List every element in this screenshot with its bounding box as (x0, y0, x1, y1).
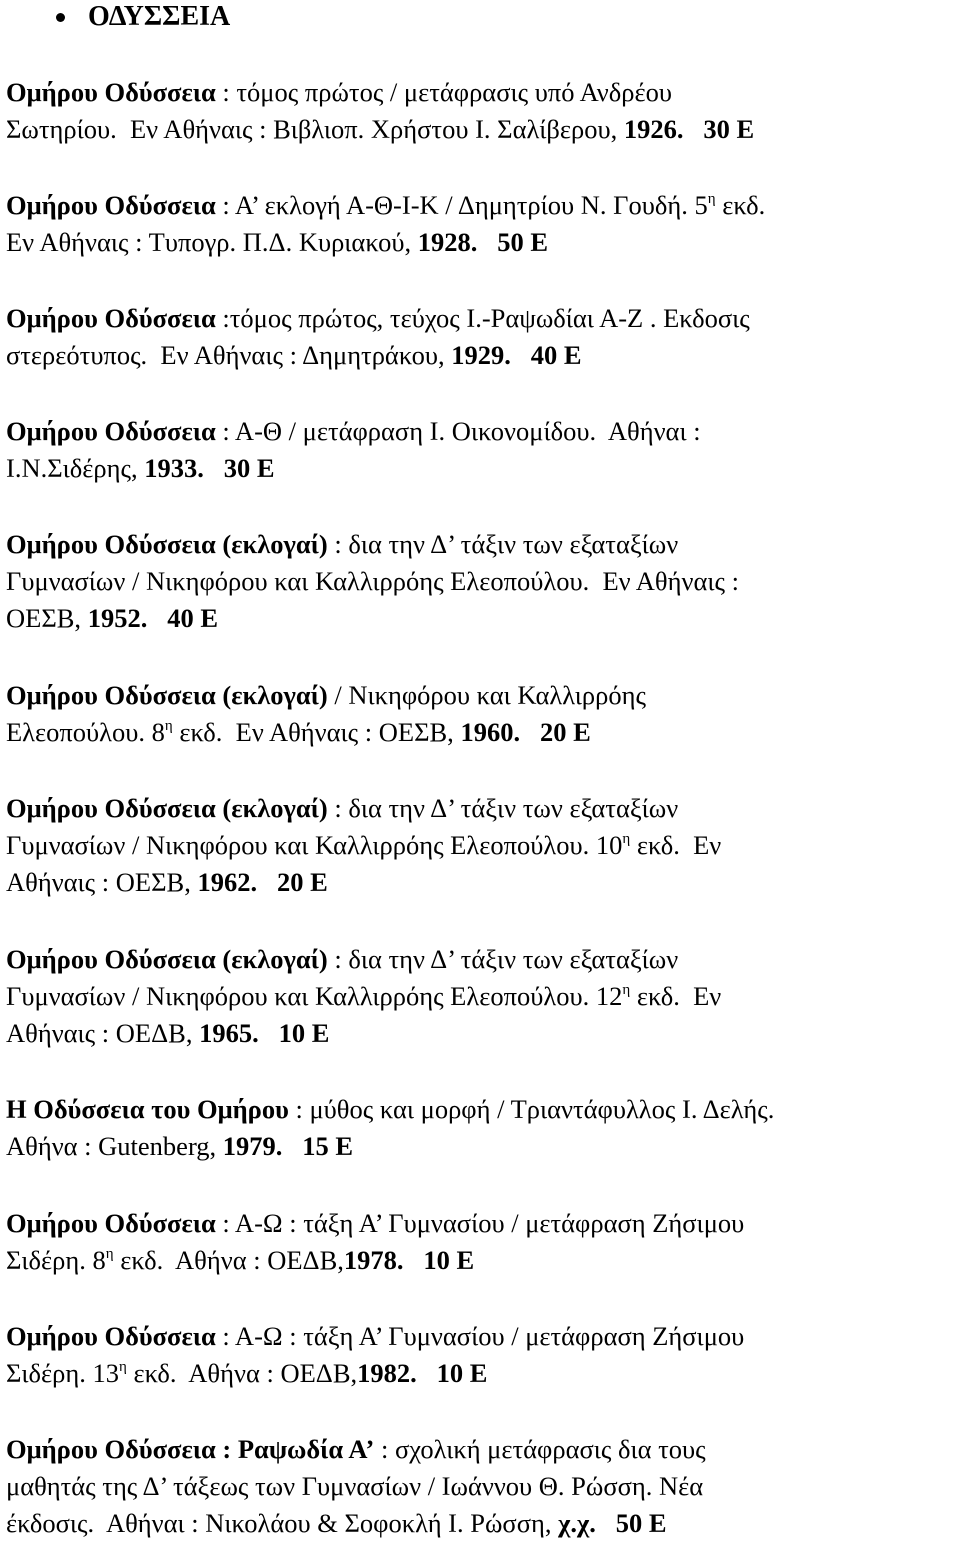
entry-line (6, 941, 956, 978)
entry-text: : σχολική μετάφρασις δια τους (374, 1434, 706, 1464)
entry-text (257, 867, 277, 897)
bold-text: 50 Ε (615, 1508, 667, 1538)
bold-text: 15 Ε (302, 1131, 354, 1161)
entry-line (6, 1205, 956, 1242)
entry-line (6, 1431, 956, 1468)
entry-text: Γυμνασίων / Νικηφόρου και Καλλιρρόης Ελεοπούλου. 12 (6, 981, 623, 1011)
entry-text: Γυμνασίων / Νικηφόρου και Καλλιρρόης Ελεοπούλου. 10 (6, 830, 623, 860)
bold-text: Ομήρου Οδύσσεια (εκλογαί) (6, 529, 328, 559)
catalog-entry (6, 1431, 956, 1542)
entry-text: : δια την Δ’ τάξιν των εξαταξίων (327, 793, 679, 823)
entry-line (6, 1242, 956, 1279)
entry-line (6, 1468, 956, 1505)
catalog-entry (6, 1318, 956, 1392)
entry-text: Σιδέρη. 8 (6, 1245, 106, 1275)
entry-text (259, 1018, 279, 1048)
bold-text: 1962. (197, 867, 258, 897)
bullet-icon (56, 13, 65, 22)
entry-text: εκδ. (715, 190, 766, 220)
entry-text: :τόμος πρώτος, τεύχος Ι.-Ραψωδίαι Α-Ζ . Εκδοσις (215, 303, 750, 333)
bold-text: 1979. (222, 1131, 283, 1161)
entry-text: : δια την Δ’ τάξιν των εξαταξίων (327, 529, 679, 559)
entry-text: Σιδέρη. 13 (6, 1358, 120, 1388)
entry-line (6, 677, 956, 714)
edition-superscript: η (164, 718, 173, 734)
entry-text (477, 227, 497, 257)
entry-text: Ελεοπούλου. 8 (6, 717, 165, 747)
edition-superscript: η (707, 191, 716, 207)
entry-text: Ι.Ν.Σιδέρης, (6, 453, 145, 483)
entry-text (520, 717, 540, 747)
entry-text (282, 1131, 302, 1161)
section-heading-text: ΟΔΥΣΣΕΙΑ (88, 1, 231, 32)
entry-text: Εν Αθήναις : Τυπογρ. Π.Δ. Κυριακού, (6, 227, 418, 257)
edition-superscript: η (622, 831, 631, 847)
catalog-entry (6, 941, 956, 1052)
entry-text (204, 453, 224, 483)
entry-line (6, 224, 956, 261)
bold-text: χ.χ. (558, 1508, 596, 1538)
entry-line (6, 1355, 956, 1392)
entry-text: Αθήνα : Gutenberg, (6, 1131, 223, 1161)
catalog-entry (6, 526, 956, 637)
bold-text: 1982. (357, 1358, 417, 1388)
entry-text: εκδ. Εν Αθήναις : ΟΕΣΒ, (172, 717, 461, 747)
entry-line (6, 600, 956, 637)
entry-text: εκδ. Αθήνα : ΟΕΔΒ, (126, 1358, 358, 1388)
entry-line (6, 450, 956, 487)
entry-text: εκδ. Εν (630, 830, 722, 860)
bold-text: 1952. (87, 603, 148, 633)
entry-text: έκδοσις. Αθήναι : Νικολάου & Σοφοκλή Ι. Ρώσση, (6, 1508, 559, 1538)
bold-text: 50 Ε (497, 227, 549, 257)
bold-text: 30 Ε (703, 114, 755, 144)
entry-line (6, 187, 956, 224)
entry-line (6, 827, 956, 864)
bold-text: 1978. (343, 1245, 404, 1275)
bold-text: Ομήρου Οδύσσεια : Ραψωδία Α’ (6, 1434, 375, 1464)
bold-text: 40 Ε (167, 603, 218, 633)
catalog-entry (6, 74, 956, 148)
edition-superscript: η (119, 1359, 127, 1375)
entry-line (6, 300, 956, 337)
entry-line (6, 1505, 956, 1542)
entry-text: στερεότυπος. Εν Αθήναις : Δημητράκου, (6, 340, 452, 370)
bold-text: 1960. (460, 717, 521, 747)
bold-text: 1933. (144, 453, 204, 483)
entry-text (511, 340, 531, 370)
entry-text: : τόμος πρώτος / μετάφρασις υπό Ανδρέου (215, 77, 673, 107)
entry-text: εκδ. Εν (630, 981, 722, 1011)
bold-text: 1928. (417, 227, 478, 257)
edition-superscript: η (105, 1246, 114, 1262)
bold-text: Ομήρου Οδύσσεια (6, 1208, 216, 1238)
catalog-entry (6, 187, 956, 261)
entry-line (6, 978, 956, 1015)
bold-text: 40 Ε (530, 340, 582, 370)
entry-text: / Νικηφόρου και Καλλιρρόης (327, 680, 646, 710)
entry-line (6, 111, 956, 148)
catalog-entry (6, 413, 956, 487)
entry-text (417, 1358, 437, 1388)
entry-line (6, 864, 956, 901)
entry-text: μαθητάς της Δ’ τάξεως των Γυμνασίων / Ιωάννου Θ. Ρώσση. Νέα (6, 1471, 704, 1501)
bold-text: Ομήρου Οδύσσεια (εκλογαί) (6, 944, 328, 974)
bold-text: 10 Ε (278, 1018, 330, 1048)
entry-text: : δια την Δ’ τάξιν των εξαταξίων (327, 944, 679, 974)
bold-text: 20 Ε (539, 717, 591, 747)
entry-text: : Α-Ω : τάξη Α’ Γυμνασίου / μετάφραση Ζήσιμου (215, 1321, 745, 1351)
entry-text: Αθήναις : ΟΕΔΒ, (6, 1018, 200, 1048)
entry-line (6, 790, 956, 827)
entry-line (6, 1015, 956, 1052)
bold-text: Ομήρου Οδύσσεια (6, 190, 216, 220)
entry-text (404, 1245, 424, 1275)
bold-text: 1965. (199, 1018, 259, 1048)
entry-line (6, 337, 956, 374)
entry-text: Σωτηρίου. Εν Αθήναις : Βιβλιοπ. Χρήστου Ι. Σαλίβερου, (6, 114, 624, 144)
bold-text: 10 Ε (436, 1358, 488, 1388)
bold-text: Ομήρου Οδύσσεια (6, 1321, 216, 1351)
bold-text: 30 Ε (223, 453, 275, 483)
bold-text: 20 Ε (276, 867, 328, 897)
entry-text: : Α’ εκλογή Α-Θ-Ι-Κ / Δημητρίου Ν. Γουδή. 5 (215, 190, 708, 220)
entry-text: : μύθος και μορφή / Τριαντάφυλλος Ι. Δελής. (288, 1094, 775, 1124)
entry-line (6, 714, 956, 751)
bold-text: Ομήρου Οδύσσεια (6, 303, 216, 333)
entry-line (6, 1091, 956, 1128)
catalog-entry (6, 1091, 956, 1165)
section-heading (56, 0, 230, 34)
entry-text (147, 603, 167, 633)
bold-text: 1926. (623, 114, 684, 144)
catalog-entry (6, 677, 956, 751)
entry-text: εκδ. Αθήνα : ΟΕΔΒ, (113, 1245, 344, 1275)
entry-line (6, 1128, 956, 1165)
catalog-entry (6, 790, 956, 901)
entry-text: : Α-Ω : τάξη Α’ Γυμνασίου / μετάφραση Ζήσιμου (215, 1208, 745, 1238)
entry-text: ΟΕΣΒ, (6, 603, 88, 633)
bold-text: Ομήρου Οδύσσεια (6, 77, 216, 107)
bold-text: Η Οδύσσεια του Ομήρου (6, 1094, 289, 1124)
entry-line (6, 413, 956, 450)
catalog-entry (6, 300, 956, 374)
entry-text: : Α-Θ / μετάφραση Ι. Οικονομίδου. Αθήναι : (215, 416, 701, 446)
entry-text: Αθήναις : ΟΕΣΒ, (6, 867, 198, 897)
catalog-entry (6, 1205, 956, 1279)
entry-text: Γυμνασίων / Νικηφόρου και Καλλιρρόης Ελεοπούλου. Εν Αθήναις : (6, 566, 739, 596)
entry-text (684, 114, 704, 144)
bold-text: Ομήρου Οδύσσεια (6, 416, 216, 446)
bold-text: 1929. (451, 340, 511, 370)
entry-line (6, 526, 956, 563)
entry-line (6, 563, 956, 600)
edition-superscript: η (622, 982, 631, 998)
entry-line (6, 74, 956, 111)
bold-text: Ομήρου Οδύσσεια (εκλογαί) (6, 793, 328, 823)
entry-line (6, 1318, 956, 1355)
entry-text (596, 1508, 616, 1538)
bold-text: Ομήρου Οδύσσεια (εκλογαί) (6, 680, 328, 710)
bold-text: 10 Ε (423, 1245, 475, 1275)
